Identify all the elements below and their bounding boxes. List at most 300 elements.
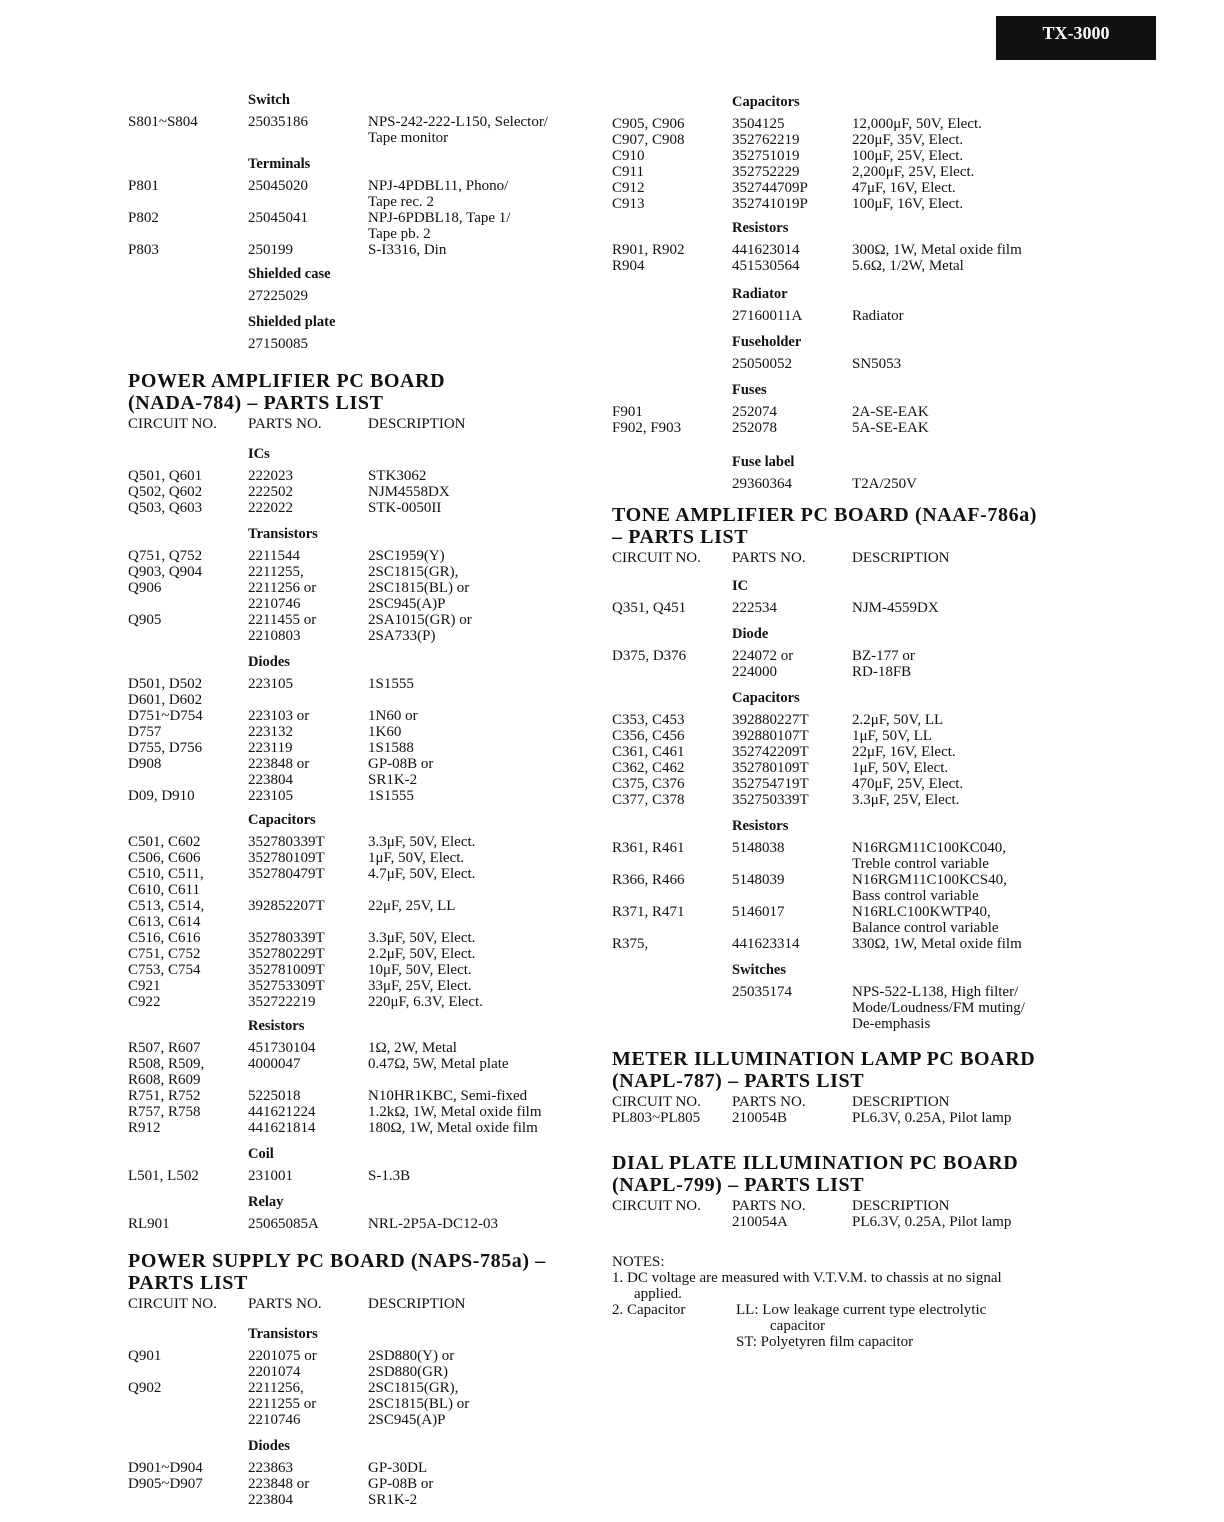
relay-group [128, 1190, 598, 1232]
description: SR1K-2 [368, 1492, 418, 1508]
circuit-no: D757 [128, 724, 162, 740]
circuit-no: P801 [128, 178, 159, 194]
header-circuit-no: CIRCUIT NO. [612, 1198, 701, 1214]
table-row [612, 132, 1082, 148]
table-row [612, 888, 1082, 904]
parts-no: 352754719T [732, 776, 809, 792]
category-label: Resistors [248, 1018, 305, 1034]
circuit-no [612, 984, 732, 1000]
switch-group [128, 88, 598, 146]
circuit-no: R901, R902 [612, 242, 685, 258]
parts-no: 223105 [248, 676, 293, 692]
table-row [128, 564, 598, 580]
notes [612, 1254, 1082, 1350]
description: 1S1555 [368, 788, 414, 804]
description: GP-08B or [368, 1476, 434, 1492]
circuit-no: Q351, Q451 [612, 600, 687, 616]
circuit-no: Q903, Q904 [128, 564, 203, 580]
table-row [612, 776, 1082, 792]
note-1-cont: applied. [634, 1286, 682, 1302]
circuit-no [128, 336, 248, 352]
parts-no: 25035186 [248, 114, 308, 130]
circuit-no [128, 772, 248, 788]
description: 22μF, 25V, LL [368, 898, 456, 914]
parts-no [732, 1000, 852, 1016]
section-title: POWER SUPPLY PC BOARD (NAPS-785a) – [128, 1250, 546, 1272]
table-row [612, 404, 1082, 420]
header-description: DESCRIPTION [852, 550, 950, 566]
description: 100μF, 16V, Elect. [852, 196, 964, 212]
parts-no: 222022 [248, 500, 293, 516]
category-label: ICs [248, 446, 270, 462]
parts-no: 250199 [248, 242, 293, 258]
category-label: Relay [248, 1194, 284, 1210]
table-row [128, 242, 598, 258]
description [368, 882, 598, 898]
description: 2SC1815(BL) or [368, 1396, 470, 1412]
description: Tape monitor [368, 130, 449, 146]
parts-no: 252074 [732, 404, 777, 420]
table-row [128, 898, 598, 914]
description: 12,000μF, 50V, Elect. [852, 116, 982, 132]
parts-no: 223863 [248, 1460, 293, 1476]
description: 2SC1815(GR), [368, 564, 459, 580]
fuseholder-group [612, 330, 1082, 372]
capacitors-group [128, 808, 598, 1010]
column-header [128, 1296, 598, 1312]
parts-no: 441621224 [248, 1104, 316, 1120]
resistors-group [612, 216, 1082, 274]
description: 1K60 [368, 724, 402, 740]
table-row [128, 930, 598, 946]
parts-no: 223848 or [248, 756, 310, 772]
table-row [128, 676, 598, 692]
parts-no: 2201075 or [248, 1348, 317, 1364]
table-row [128, 178, 598, 194]
table-row [612, 760, 1082, 776]
circuit-no: C513, C514, [128, 898, 205, 914]
category-label: Diodes [248, 1438, 290, 1454]
description: 2SD880(Y) or [368, 1348, 455, 1364]
description: NPS-522-L138, High filter/ [852, 984, 1019, 1000]
description: 4.7μF, 50V, Elect. [368, 866, 476, 882]
table-row [128, 946, 598, 962]
description: NPJ-4PDBL11, Phono/ [368, 178, 509, 194]
description: 2SC945(A)P [368, 1412, 446, 1428]
description: 1μF, 50V, Elect. [852, 760, 949, 776]
table-row [612, 148, 1082, 164]
table-row [128, 1104, 598, 1120]
note-2 [612, 1302, 1082, 1318]
description: STK3062 [368, 468, 427, 484]
category-label: Resistors [732, 818, 789, 834]
parts-no: 2210803 [248, 628, 301, 644]
table-row [128, 548, 598, 564]
table-row [128, 756, 598, 772]
table-row [612, 1000, 1082, 1016]
diode-group [612, 622, 1082, 680]
circuit-no: P803 [128, 242, 159, 258]
ic-group [612, 574, 1082, 616]
power-amplifier-section [128, 370, 598, 432]
table-row [128, 692, 598, 708]
meter-section [612, 1048, 1082, 1126]
parts-no: 5225018 [248, 1088, 301, 1104]
table-row [128, 962, 598, 978]
parts-no [248, 194, 368, 210]
table-row [612, 984, 1082, 1000]
meter-rows [612, 1110, 1082, 1126]
resistors-group [612, 814, 1082, 952]
column-header [128, 416, 598, 432]
table-row [128, 130, 598, 146]
category-label: Transistors [248, 1326, 318, 1342]
parts-no: 2201074 [248, 1364, 301, 1380]
table-row [128, 612, 598, 628]
description: 2SC945(A)P [368, 596, 446, 612]
description: N16RLC100KWTP40, [852, 904, 991, 920]
description: GP-08B or [368, 756, 434, 772]
parts-no [248, 914, 368, 930]
parts-no: 352750339T [732, 792, 809, 808]
description: 2SC1959(Y) [368, 548, 445, 564]
category-label: Transistors [248, 526, 318, 542]
description: 0.47Ω, 5W, Metal plate [368, 1056, 509, 1072]
description: 47μF, 16V, Elect. [852, 180, 956, 196]
header-circuit-no: CIRCUIT NO. [128, 416, 217, 432]
description: NRL-2P5A-DC12-03 [368, 1216, 498, 1232]
parts-no: 231001 [248, 1168, 293, 1184]
description: 220μF, 6.3V, Elect. [368, 994, 483, 1010]
parts-no: 223105 [248, 788, 293, 804]
circuit-no: D905~D907 [128, 1476, 203, 1492]
diodes-group [128, 650, 598, 804]
circuit-no: C910 [612, 148, 645, 164]
description: S-1.3B [368, 1168, 411, 1184]
circuit-no: C610, C611 [128, 882, 200, 898]
circuit-no: Q905 [128, 612, 162, 628]
table-row [128, 1120, 598, 1136]
note-2-ll-cont: capacitor [770, 1318, 825, 1334]
ps-diodes-group [128, 1434, 598, 1508]
table-row [128, 336, 598, 352]
circuit-no: R366, R466 [612, 872, 685, 888]
circuit-no: R507, R607 [128, 1040, 201, 1056]
description: PL6.3V, 0.25A, Pilot lamp [852, 1214, 1012, 1230]
category-label: Shielded case [248, 266, 331, 282]
table-row [128, 1040, 598, 1056]
circuit-no [128, 226, 248, 242]
circuit-no: PL803~PL805 [612, 1110, 701, 1126]
circuit-no: F901 [612, 404, 643, 420]
table-row [128, 740, 598, 756]
description: 33μF, 25V, Elect. [368, 978, 472, 994]
category-label: Switches [732, 962, 786, 978]
circuit-no: C362, C462 [612, 760, 685, 776]
header-circuit-no: CIRCUIT NO. [612, 550, 701, 566]
header-parts-no: PARTS NO. [248, 416, 322, 432]
circuit-no [612, 476, 732, 492]
table-row [128, 914, 598, 930]
category-label: Fuseholder [732, 334, 802, 350]
parts-no: 5146017 [732, 904, 785, 920]
parts-no: 392880227T [732, 712, 809, 728]
circuit-no: C613, C614 [128, 914, 201, 930]
tone-amplifier-section [612, 504, 1082, 566]
header-parts-no: PARTS NO. [248, 1296, 322, 1312]
table-row [128, 994, 598, 1010]
parts-no: 210054A [732, 1214, 788, 1230]
header-parts-no: PARTS NO. [732, 550, 806, 566]
table-row [612, 600, 1082, 616]
description: Tape pb. 2 [368, 226, 431, 242]
parts-no: 352780229T [248, 946, 325, 962]
circuit-no: Q503, Q603 [128, 500, 203, 516]
circuit-no: C501, C602 [128, 834, 201, 850]
table-row [612, 196, 1082, 212]
table-row [612, 920, 1082, 936]
description: 1μF, 50V, LL [852, 728, 932, 744]
description: NPJ-6PDBL18, Tape 1/ [368, 210, 511, 226]
table-row [128, 596, 598, 612]
description: 2.2μF, 50V, LL [852, 712, 944, 728]
description: 1μF, 50V, Elect. [368, 850, 465, 866]
description: 220μF, 35V, Elect. [852, 132, 964, 148]
parts-no: 223132 [248, 724, 293, 740]
parts-no: 352762219 [732, 132, 800, 148]
category-label: Terminals [248, 156, 311, 172]
description: 2,200μF, 25V, Elect. [852, 164, 975, 180]
circuit-no: D501, D502 [128, 676, 203, 692]
fuse-label-group [612, 450, 1082, 492]
circuit-no: R608, R609 [128, 1072, 201, 1088]
parts-no [248, 130, 368, 146]
circuit-no: Q502, Q602 [128, 484, 203, 500]
circuit-no [128, 596, 248, 612]
parts-no: 222534 [732, 600, 777, 616]
circuit-no: D908 [128, 756, 162, 772]
parts-no: 2211256 or [248, 580, 317, 596]
parts-no: 352780109T [248, 850, 325, 866]
description: T2A/250V [852, 476, 917, 492]
circuit-no: C913 [612, 196, 645, 212]
parts-no: 352780339T [248, 930, 325, 946]
description: 3.3μF, 50V, Elect. [368, 834, 476, 850]
parts-no: 2211544 [248, 548, 300, 564]
description: 5.6Ω, 1/2W, Metal [852, 258, 964, 274]
circuit-no: C375, C376 [612, 776, 685, 792]
description: Tape rec. 2 [368, 194, 434, 210]
description [368, 692, 598, 708]
column-header [612, 550, 1082, 566]
table-row [612, 258, 1082, 274]
description: De-emphasis [852, 1016, 931, 1032]
table-row [128, 1460, 598, 1476]
description: Mode/Loudness/FM muting/ [852, 1000, 1025, 1016]
description: 470μF, 25V, Elect. [852, 776, 964, 792]
table-row [128, 708, 598, 724]
parts-no: 2210746 [248, 1412, 301, 1428]
table-row [612, 904, 1082, 920]
parts-no: 25045041 [248, 210, 308, 226]
category-label: Fuses [732, 382, 767, 398]
circuit-no: C361, C461 [612, 744, 685, 760]
table-row [612, 664, 1082, 680]
description: 1N60 or [368, 708, 418, 724]
switches-group [612, 958, 1082, 1032]
power-supply-section [128, 1250, 598, 1312]
description: 330Ω, 1W, Metal oxide film [852, 936, 1022, 952]
circuit-no [612, 856, 732, 872]
model-tag: TX-3000 [996, 16, 1156, 60]
table-row [128, 882, 598, 898]
parts-no: 223804 [248, 1492, 293, 1508]
table-row [128, 580, 598, 596]
circuit-no: C921 [128, 978, 161, 994]
header-circuit-no: CIRCUIT NO. [612, 1094, 701, 1110]
description: 2A-SE-EAK [852, 404, 929, 420]
circuit-no: D601, D602 [128, 692, 203, 708]
parts-no: 25065085A [248, 1216, 319, 1232]
description [368, 336, 598, 352]
table-row [128, 1216, 598, 1232]
category-label: Capacitors [732, 94, 800, 110]
circuit-no [612, 920, 732, 936]
table-row [612, 164, 1082, 180]
parts-no: 29360364 [732, 476, 792, 492]
circuit-no: C751, C752 [128, 946, 201, 962]
description [368, 914, 598, 930]
table-row [612, 420, 1082, 436]
header-description: DESCRIPTION [368, 1296, 466, 1312]
circuit-no: C911 [612, 164, 644, 180]
description [368, 288, 598, 304]
description: 2SA733(P) [368, 628, 436, 644]
table-row [612, 872, 1082, 888]
table-row [612, 242, 1082, 258]
table-row [128, 194, 598, 210]
description: 1S1555 [368, 676, 414, 692]
parts-no: 352751019 [732, 148, 800, 164]
dial-section [612, 1152, 1082, 1230]
circuit-no: C753, C754 [128, 962, 201, 978]
table-row [128, 1396, 598, 1412]
parts-no [248, 226, 368, 242]
category-label: Radiator [732, 286, 788, 302]
section-title: (NADA-784) – PARTS LIST [128, 392, 384, 414]
capacitors-group [612, 686, 1082, 808]
description: 2SA1015(GR) or [368, 612, 472, 628]
description: SR1K-2 [368, 772, 418, 788]
table-row [128, 788, 598, 804]
table-row [128, 468, 598, 484]
parts-no: 441621814 [248, 1120, 316, 1136]
parts-no: 392852207T [248, 898, 325, 914]
circuit-no [128, 288, 248, 304]
parts-no: 2210746 [248, 596, 301, 612]
circuit-no: R904 [612, 258, 645, 274]
section-title: METER ILLUMINATION LAMP PC BOARD [612, 1048, 1036, 1070]
description: 10μF, 50V, Elect. [368, 962, 472, 978]
table-row [612, 1016, 1082, 1032]
circuit-no: R751, R752 [128, 1088, 201, 1104]
parts-no: 224000 [732, 664, 777, 680]
table-row [128, 288, 598, 304]
circuit-no: D901~D904 [128, 1460, 203, 1476]
parts-no: 223804 [248, 772, 293, 788]
capacitors-group [612, 90, 1082, 212]
table-row [128, 628, 598, 644]
circuit-no: R912 [128, 1120, 161, 1136]
parts-no: 441623014 [732, 242, 800, 258]
coil-group [128, 1142, 598, 1184]
circuit-no [128, 130, 248, 146]
circuit-no: Q501, Q601 [128, 468, 203, 484]
parts-no: 352781009T [248, 962, 325, 978]
parts-no: 27160011A [732, 308, 803, 324]
circuit-no: R757, R758 [128, 1104, 201, 1120]
parts-no [732, 1016, 852, 1032]
header-parts-no: PARTS NO. [732, 1198, 806, 1214]
parts-no: 352780479T [248, 866, 325, 882]
circuit-no: Q902 [128, 1380, 162, 1396]
description: 300Ω, 1W, Metal oxide film [852, 242, 1022, 258]
description: SN5053 [852, 356, 902, 372]
parts-no: 27150085 [248, 336, 308, 352]
table-row [128, 978, 598, 994]
circuit-no: D755, D756 [128, 740, 203, 756]
header-parts-no: PARTS NO. [732, 1094, 806, 1110]
header-description: DESCRIPTION [852, 1094, 950, 1110]
category-label: Switch [248, 92, 290, 108]
column-header [612, 1094, 1082, 1110]
parts-no [248, 1072, 368, 1088]
description: RD-18FB [852, 664, 912, 680]
circuit-no: C377, C378 [612, 792, 685, 808]
category-label: Capacitors [732, 690, 800, 706]
table-row [612, 116, 1082, 132]
table-row [612, 728, 1082, 744]
table-row [128, 484, 598, 500]
table-row [612, 840, 1082, 856]
ics-group [128, 442, 598, 516]
circuit-no: C353, C453 [612, 712, 685, 728]
parts-no: 25035174 [732, 984, 792, 1000]
table-row [128, 1364, 598, 1380]
header-description: DESCRIPTION [368, 416, 466, 432]
description: 1Ω, 2W, Metal [368, 1040, 457, 1056]
description: 2SD880(GR) [368, 1364, 449, 1380]
parts-no: 352742209T [732, 744, 809, 760]
table-row [612, 792, 1082, 808]
parts-no: 25050052 [732, 356, 792, 372]
circuit-no [612, 308, 732, 324]
description: NJM4558DX [368, 484, 450, 500]
radiator-group [612, 282, 1082, 324]
table-row [612, 744, 1082, 760]
description: 5A-SE-EAK [852, 420, 929, 436]
parts-no: 4000047 [248, 1056, 301, 1072]
table-row [128, 1168, 598, 1184]
section-title: (NAPL-787) – PARTS LIST [612, 1070, 865, 1092]
circuit-no: P802 [128, 210, 159, 226]
fuses-group [612, 378, 1082, 436]
section-title: DIAL PLATE ILLUMINATION PC BOARD [612, 1152, 1019, 1174]
table-row [612, 1214, 1082, 1230]
circuit-no: R371, R471 [612, 904, 685, 920]
parts-no: 3504125 [732, 116, 785, 132]
description: N10HR1KBC, Semi-fixed [368, 1088, 528, 1104]
